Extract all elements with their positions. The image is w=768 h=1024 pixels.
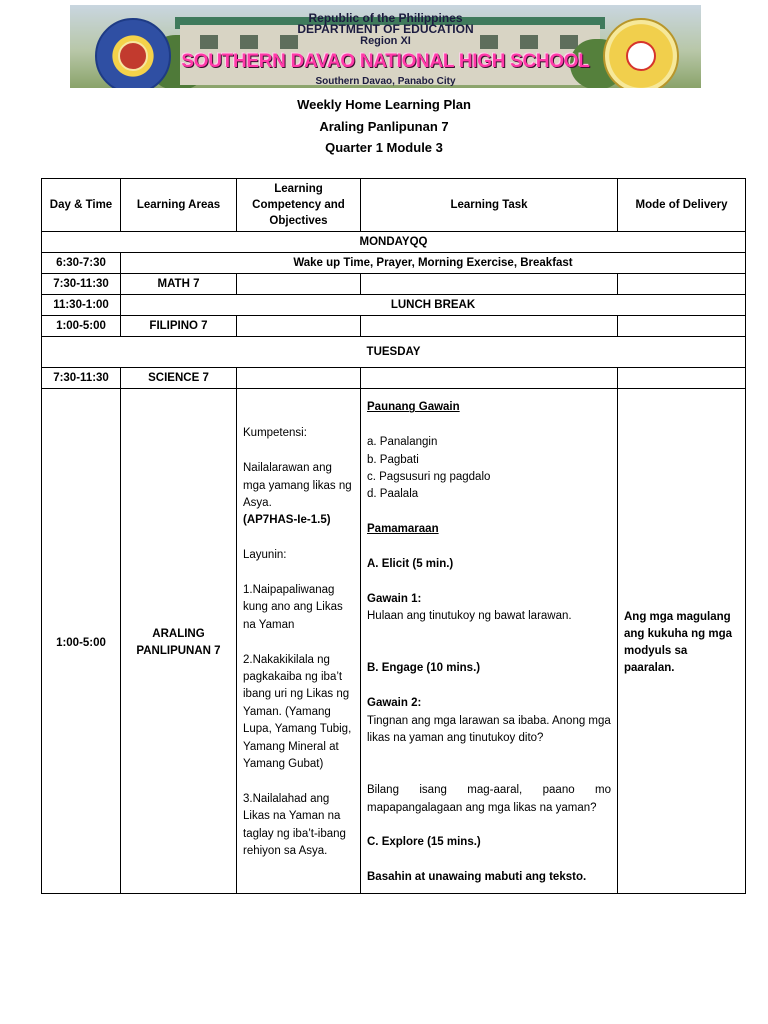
objectives-heading: Layunin: — [243, 549, 287, 562]
objective-3: 3.Nailalahad ang Likas na Yaman na taglay ng iba’t-ibang rehiyon sa Asya. — [243, 792, 346, 858]
time-cell: 1:00-5:00 — [42, 389, 121, 894]
banner-region: Region XI — [360, 35, 411, 47]
competency-cell — [237, 389, 361, 894]
banner-school-name: SOUTHERN DAVAO NATIONAL HIGH SCHOOL — [181, 51, 590, 72]
header-learning-task: Learning Task — [361, 179, 618, 232]
activity-cell: Wake up Time, Prayer, Morning Exercise, Breakfast — [121, 253, 746, 274]
objective-1: 1.Naipapaliwanag kung ano ang Likas na Yaman — [243, 584, 343, 631]
day-label-monday: MONDAYQQ — [42, 232, 746, 253]
table-row — [42, 274, 746, 295]
gawain-2-heading: Gawain 2: — [367, 697, 422, 710]
day-label-tuesday: TUESDAY — [42, 337, 746, 368]
learning-plan-table — [41, 178, 746, 894]
task-item-d: d. Paalala — [367, 488, 419, 501]
header-competency: Learning Competency and Objectives — [237, 179, 361, 232]
quarter-title: Quarter 1 Module 3 — [325, 140, 443, 155]
banner-department: DEPARTMENT OF EDUCATION — [297, 22, 474, 36]
explore-heading: C. Explore (15 mins.) — [367, 836, 481, 849]
header-day-time: Day & Time — [42, 179, 121, 232]
pamamaraan-heading: Pamamaraan — [367, 523, 439, 536]
header-learning-areas: Learning Areas — [121, 179, 237, 232]
plan-title: Weekly Home Learning Plan — [297, 97, 471, 112]
empty-cell — [361, 368, 618, 389]
banner-republic: Republic of the Philippines — [308, 11, 463, 25]
area-cell: MATH 7 — [121, 274, 237, 295]
area-cell: ARALING PANLIPUNAN 7 — [121, 389, 237, 894]
gawain-1-heading: Gawain 1: — [367, 592, 422, 605]
delivery-cell: Ang mga magulang ang kukuha ng mga modyuls sa paaralan. — [618, 389, 746, 894]
learning-task-cell — [361, 389, 618, 894]
empty-cell — [618, 316, 746, 337]
elicit-heading: A. Elicit (5 min.) — [367, 558, 454, 570]
paunang-gawain-heading: Paunang Gawain — [367, 401, 460, 414]
table-row — [42, 316, 746, 337]
table-row — [42, 295, 746, 316]
time-cell: 1:00-5:00 — [42, 316, 121, 337]
empty-cell — [237, 316, 361, 337]
empty-cell — [237, 368, 361, 389]
empty-cell — [361, 316, 618, 337]
area-cell: SCIENCE 7 — [121, 368, 237, 389]
reflection-question: Bilang isang mag-aaral, paano mo mapapangalagaan ang mga likas na yaman? — [367, 784, 611, 814]
table-row — [42, 368, 746, 389]
task-item-b: b. Pagbati — [367, 453, 419, 466]
day-row-monday — [42, 232, 746, 253]
gawain-2-text: Tingnan ang mga larawan sa ibaba. Anong mga likas na yaman ang tinutukoy dito? — [367, 714, 611, 744]
task-item-c: c. Pagsusuri ng pagdalo — [367, 471, 491, 483]
engage-heading: B. Engage (10 mins.) — [367, 662, 481, 675]
time-cell: 7:30-11:30 — [42, 274, 121, 295]
competency-description: Nailalarawan ang mga yamang likas ng Asya. — [243, 462, 352, 510]
time-cell: 7:30-11:30 — [42, 368, 121, 389]
empty-cell — [237, 274, 361, 295]
header-mode-of-delivery: Mode of Delivery — [618, 179, 746, 232]
header-row — [42, 179, 746, 232]
time-cell: 6:30-7:30 — [42, 253, 121, 274]
table-row — [42, 389, 746, 894]
time-cell: 11:30-1:00 — [42, 295, 121, 316]
task-item-a: a. Panalangin — [367, 436, 438, 449]
objective-2: 2.Nakakikilala ng pagkakaiba ng iba’t ibang uri ng Likas ng Yaman. (Yamang Lupa, Yamang Tubig, Yamang Mineral at Yamang Gubat) — [243, 653, 352, 771]
empty-cell — [618, 274, 746, 295]
activity-cell: LUNCH BREAK — [121, 295, 746, 316]
competency-code: (AP7HAS-Ie-1.5) — [243, 514, 331, 527]
gawain-1-text: Hulaan ang tinutukoy ng bawat larawan. — [367, 610, 572, 623]
banner-location: Southern Davao, Panabo City — [315, 76, 456, 87]
school-header-banner — [70, 5, 701, 88]
table-row — [42, 253, 746, 274]
competency-heading: Kumpetensi: — [243, 427, 307, 440]
area-cell: FILIPINO 7 — [121, 316, 237, 337]
empty-cell — [618, 368, 746, 389]
day-row-tuesday — [42, 337, 746, 368]
empty-cell — [361, 274, 618, 295]
document-titles — [0, 94, 768, 159]
subject-title: Araling Panlipunan 7 — [319, 118, 449, 134]
basahin-text: Basahin at unawaing mabuti ang teksto. — [367, 871, 587, 884]
